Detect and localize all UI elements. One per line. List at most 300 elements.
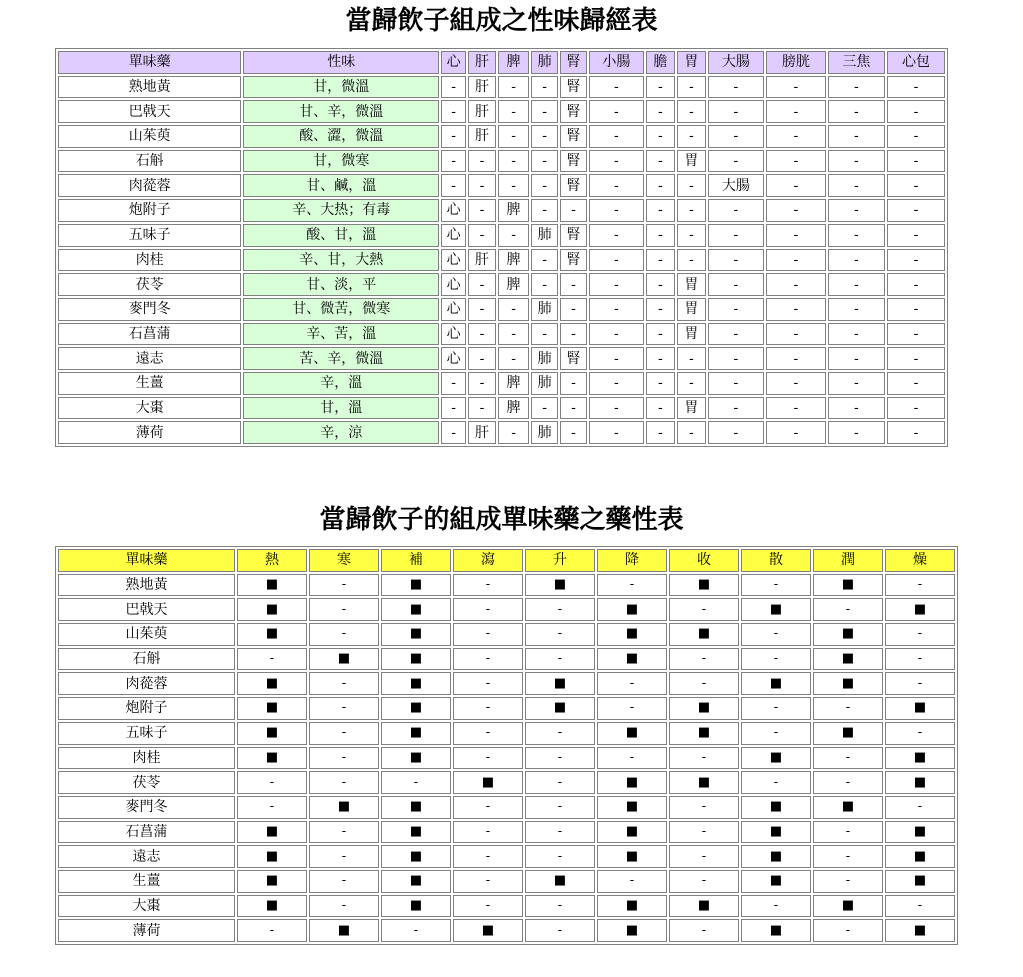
meridian-cell: - [828, 76, 885, 99]
property-cell: - [309, 845, 379, 868]
property-cell: ■ [237, 895, 307, 918]
property-cell: - [813, 598, 883, 621]
property-cell: ■ [381, 623, 451, 646]
property-cell: - [237, 919, 307, 942]
meridian-cell: - [887, 125, 945, 148]
meridian-cell: - [589, 397, 644, 420]
property-row [58, 845, 955, 868]
meridian-cell: - [887, 397, 945, 420]
property-cell: - [453, 796, 523, 819]
meridian-cell: 心 [441, 298, 466, 321]
meridian-header-cell: 膽 [646, 51, 675, 74]
meridian-cell: 肝 [468, 125, 496, 148]
property-cell: - [309, 623, 379, 646]
meridian-herb-name: 遠志 [58, 347, 241, 370]
property-row [58, 598, 955, 621]
meridian-row [58, 125, 945, 148]
meridian-cell: - [828, 397, 885, 420]
property-cell: ■ [885, 747, 955, 770]
property-header-cell: 熱 [237, 549, 307, 572]
meridian-cell: - [441, 76, 466, 99]
property-herb-name: 石斛 [58, 648, 235, 671]
property-cell: - [309, 672, 379, 695]
meridian-cell: - [646, 224, 675, 247]
property-cell: - [309, 771, 379, 794]
meridian-cell: - [828, 249, 885, 272]
meridian-cell: - [766, 397, 826, 420]
meridian-cell: - [828, 372, 885, 395]
property-cell: - [813, 870, 883, 893]
property-cell: - [381, 771, 451, 794]
meridian-cell: 胃 [677, 298, 706, 321]
property-cell: - [669, 821, 739, 844]
meridian-cell: - [708, 323, 764, 346]
property-cell: - [741, 895, 811, 918]
meridian-cell: - [468, 323, 496, 346]
meridian-cell: - [560, 372, 587, 395]
meridian-herb-name: 肉蓯蓉 [58, 174, 241, 197]
meridian-cell: 腎 [560, 347, 587, 370]
property-cell: ■ [525, 697, 595, 720]
property-herb-name: 五味子 [58, 722, 235, 745]
meridian-cell: - [677, 372, 706, 395]
property-cell: ■ [381, 697, 451, 720]
property-cell: ■ [669, 771, 739, 794]
meridian-cell: - [828, 421, 885, 444]
meridian-cell: - [589, 347, 644, 370]
meridian-cell: 甘、微苦，微寒 [243, 298, 439, 321]
meridian-row [58, 323, 945, 346]
meridian-cell: - [498, 100, 529, 123]
meridian-header-cell: 胃 [677, 51, 706, 74]
property-cell: - [741, 697, 811, 720]
meridian-cell: - [468, 397, 496, 420]
meridian-cell: 腎 [560, 174, 587, 197]
meridian-cell: - [887, 224, 945, 247]
meridian-cell: - [887, 347, 945, 370]
meridian-cell: - [531, 76, 558, 99]
property-cell: ■ [237, 845, 307, 868]
property-cell: - [237, 648, 307, 671]
property-cell: - [237, 796, 307, 819]
meridian-cell: - [887, 249, 945, 272]
property-cell: ■ [597, 648, 667, 671]
meridian-cell: - [498, 421, 529, 444]
property-cell: - [669, 747, 739, 770]
property-cell: - [453, 697, 523, 720]
property-herb-name: 麥門冬 [58, 796, 235, 819]
meridian-cell: 甘、鹹，溫 [243, 174, 439, 197]
property-cell: ■ [237, 747, 307, 770]
meridian-cell: - [828, 323, 885, 346]
property-cell: ■ [525, 870, 595, 893]
meridian-row [58, 298, 945, 321]
property-cell: - [813, 845, 883, 868]
meridian-cell: - [441, 397, 466, 420]
property-table [55, 546, 958, 945]
meridian-header-cell: 膀胱 [766, 51, 826, 74]
meridian-cell: 胃 [677, 397, 706, 420]
meridian-cell: - [708, 249, 764, 272]
meridian-cell: - [646, 298, 675, 321]
meridian-cell: 心 [441, 347, 466, 370]
property-cell: ■ [813, 895, 883, 918]
meridian-header-cell: 單味藥 [58, 51, 241, 74]
meridian-cell: 脾 [498, 397, 529, 420]
meridian-cell: 脾 [498, 249, 529, 272]
meridian-cell: 辛、大热；有毒 [243, 199, 439, 222]
property-cell: - [309, 870, 379, 893]
property-cell: ■ [381, 747, 451, 770]
property-cell: ■ [813, 574, 883, 597]
property-header-cell: 降 [597, 549, 667, 572]
meridian-cell: - [887, 421, 945, 444]
property-row [58, 796, 955, 819]
property-cell: - [453, 598, 523, 621]
meridian-cell: - [887, 298, 945, 321]
meridian-cell: - [498, 323, 529, 346]
property-herb-name: 肉蓯蓉 [58, 672, 235, 695]
meridian-cell: - [766, 150, 826, 173]
meridian-cell: 甘、淡，平 [243, 273, 439, 296]
property-cell: ■ [741, 821, 811, 844]
meridian-cell: - [766, 100, 826, 123]
meridian-cell: - [560, 323, 587, 346]
property-cell: ■ [453, 919, 523, 942]
meridian-cell: - [468, 347, 496, 370]
meridian-cell: 肝 [468, 421, 496, 444]
meridian-cell: - [708, 150, 764, 173]
meridian-table-title: 當歸飲子組成之性味歸經表 [345, 6, 658, 36]
property-cell: - [525, 722, 595, 745]
property-cell: - [309, 598, 379, 621]
meridian-cell: - [589, 199, 644, 222]
meridian-cell: - [468, 298, 496, 321]
meridian-cell: 辛，溫 [243, 372, 439, 395]
property-table-title: 當歸飲子的組成單味藥之藥性表 [319, 505, 684, 535]
property-cell: - [453, 747, 523, 770]
property-cell: ■ [597, 598, 667, 621]
property-cell: - [525, 796, 595, 819]
meridian-header-cell: 三焦 [828, 51, 885, 74]
meridian-herb-name: 麥門冬 [58, 298, 241, 321]
meridian-cell: - [766, 125, 826, 148]
meridian-cell: - [677, 174, 706, 197]
meridian-cell: 肺 [531, 421, 558, 444]
property-herb-name: 茯苓 [58, 771, 235, 794]
meridian-cell: - [646, 249, 675, 272]
meridian-cell: 肝 [468, 76, 496, 99]
meridian-cell: 心 [441, 323, 466, 346]
property-cell: ■ [597, 623, 667, 646]
property-header-cell: 潤 [813, 549, 883, 572]
meridian-cell: - [441, 372, 466, 395]
property-cell: ■ [525, 574, 595, 597]
property-herb-name: 肉桂 [58, 747, 235, 770]
property-row [58, 697, 955, 720]
meridian-cell: - [708, 273, 764, 296]
meridian-cell: - [646, 372, 675, 395]
meridian-cell: 心 [441, 273, 466, 296]
meridian-cell: 胃 [677, 323, 706, 346]
meridian-cell: 脾 [498, 372, 529, 395]
meridian-cell: - [589, 421, 644, 444]
meridian-cell: - [677, 76, 706, 99]
meridian-cell: 心 [441, 199, 466, 222]
property-cell: - [597, 672, 667, 695]
property-cell: - [453, 895, 523, 918]
property-header-cell: 寒 [309, 549, 379, 572]
property-row [58, 747, 955, 770]
property-cell: ■ [381, 895, 451, 918]
property-cell: ■ [597, 771, 667, 794]
meridian-cell: - [531, 125, 558, 148]
property-herb-name: 熟地黃 [58, 574, 235, 597]
meridian-cell: 腎 [560, 150, 587, 173]
property-cell: ■ [741, 598, 811, 621]
meridian-cell: - [468, 150, 496, 173]
property-cell: ■ [381, 821, 451, 844]
property-cell: - [525, 648, 595, 671]
property-row [58, 870, 955, 893]
property-cell: ■ [741, 796, 811, 819]
meridian-cell: - [646, 323, 675, 346]
meridian-cell: 甘、辛，微溫 [243, 100, 439, 123]
property-cell: ■ [741, 672, 811, 695]
meridian-row [58, 372, 945, 395]
meridian-cell: - [887, 100, 945, 123]
meridian-cell: - [887, 174, 945, 197]
meridian-cell: - [708, 347, 764, 370]
meridian-cell: - [531, 174, 558, 197]
property-cell: ■ [597, 919, 667, 942]
property-cell: - [237, 771, 307, 794]
property-cell: - [669, 796, 739, 819]
property-cell: ■ [453, 771, 523, 794]
meridian-cell: 苦、辛，微溫 [243, 347, 439, 370]
property-cell: ■ [885, 771, 955, 794]
property-cell: ■ [669, 722, 739, 745]
property-cell: ■ [381, 672, 451, 695]
meridian-cell: - [589, 224, 644, 247]
property-cell: - [885, 895, 955, 918]
meridian-row [58, 76, 945, 99]
property-cell: ■ [885, 919, 955, 942]
property-row [58, 648, 955, 671]
meridian-cell: - [531, 150, 558, 173]
property-cell: - [741, 648, 811, 671]
meridian-herb-name: 五味子 [58, 224, 241, 247]
meridian-cell: 酸、澀，微溫 [243, 125, 439, 148]
meridian-cell: 肺 [531, 298, 558, 321]
property-cell: - [741, 722, 811, 745]
property-cell: - [525, 919, 595, 942]
meridian-row [58, 174, 945, 197]
property-cell: ■ [597, 821, 667, 844]
meridian-header-cell: 心 [441, 51, 466, 74]
property-cell: ■ [237, 870, 307, 893]
property-cell: - [597, 870, 667, 893]
meridian-cell: - [441, 421, 466, 444]
property-cell: - [669, 648, 739, 671]
meridian-herb-name: 炮附子 [58, 199, 241, 222]
property-herb-name: 巴戟天 [58, 598, 235, 621]
meridian-cell: - [531, 323, 558, 346]
property-herb-name: 石菖蒲 [58, 821, 235, 844]
meridian-herb-name: 肉桂 [58, 249, 241, 272]
meridian-cell: - [589, 249, 644, 272]
meridian-cell: - [589, 174, 644, 197]
property-cell: - [741, 574, 811, 597]
meridian-cell: - [828, 273, 885, 296]
meridian-cell: - [589, 372, 644, 395]
meridian-cell: - [828, 150, 885, 173]
meridian-row [58, 273, 945, 296]
property-cell: ■ [669, 623, 739, 646]
property-cell: ■ [885, 821, 955, 844]
property-row [58, 895, 955, 918]
property-cell: ■ [813, 796, 883, 819]
property-cell: - [741, 771, 811, 794]
property-cell: - [381, 919, 451, 942]
property-cell: - [813, 697, 883, 720]
property-cell: - [669, 845, 739, 868]
meridian-cell: - [766, 323, 826, 346]
property-cell: ■ [237, 821, 307, 844]
meridian-cell: 大腸 [708, 174, 764, 197]
meridian-cell: - [677, 249, 706, 272]
property-row [58, 722, 955, 745]
meridian-cell: - [531, 199, 558, 222]
property-cell: ■ [237, 672, 307, 695]
property-cell: - [453, 722, 523, 745]
meridian-cell: - [468, 372, 496, 395]
property-cell: - [309, 574, 379, 597]
meridian-cell: - [708, 76, 764, 99]
meridian-cell: - [589, 125, 644, 148]
property-cell: - [885, 574, 955, 597]
meridian-cell: 脾 [498, 273, 529, 296]
meridian-cell: 肺 [531, 347, 558, 370]
property-cell: - [885, 623, 955, 646]
meridian-cell: 腎 [560, 249, 587, 272]
meridian-cell: - [766, 298, 826, 321]
meridian-cell: - [708, 100, 764, 123]
meridian-cell: - [766, 372, 826, 395]
meridian-cell: - [828, 199, 885, 222]
meridian-herb-name: 巴戟天 [58, 100, 241, 123]
property-row [58, 623, 955, 646]
meridian-cell: 甘，微溫 [243, 76, 439, 99]
meridian-row [58, 249, 945, 272]
meridian-cell: - [589, 323, 644, 346]
property-herb-name: 遠志 [58, 845, 235, 868]
meridian-cell: - [828, 100, 885, 123]
property-cell: - [669, 870, 739, 893]
property-cell: - [597, 697, 667, 720]
property-cell: - [885, 722, 955, 745]
property-header-cell: 燥 [885, 549, 955, 572]
property-herb-name: 薄荷 [58, 919, 235, 942]
meridian-herb-name: 熟地黃 [58, 76, 241, 99]
meridian-cell: - [560, 421, 587, 444]
property-cell: ■ [813, 648, 883, 671]
meridian-cell: - [589, 76, 644, 99]
property-cell: ■ [885, 870, 955, 893]
meridian-cell: - [646, 199, 675, 222]
meridian-cell: - [468, 174, 496, 197]
meridian-cell: - [498, 125, 529, 148]
meridian-cell: - [887, 273, 945, 296]
meridian-cell: 腎 [560, 100, 587, 123]
property-cell: - [453, 821, 523, 844]
meridian-cell: - [708, 298, 764, 321]
property-cell: - [669, 598, 739, 621]
meridian-cell: - [887, 199, 945, 222]
meridian-cell: - [498, 347, 529, 370]
meridian-cell: - [468, 273, 496, 296]
property-cell: ■ [741, 845, 811, 868]
property-cell: - [453, 672, 523, 695]
property-cell: ■ [381, 648, 451, 671]
meridian-cell: - [766, 224, 826, 247]
meridian-row [58, 347, 945, 370]
property-cell: - [525, 747, 595, 770]
meridian-cell: - [531, 397, 558, 420]
meridian-table-header-row [58, 51, 945, 74]
meridian-cell: 酸、甘，溫 [243, 224, 439, 247]
property-cell: - [525, 598, 595, 621]
meridian-cell: - [828, 174, 885, 197]
meridian-cell: - [498, 76, 529, 99]
meridian-header-cell: 肺 [531, 51, 558, 74]
property-cell: - [309, 697, 379, 720]
property-cell: - [813, 821, 883, 844]
property-cell: - [813, 747, 883, 770]
meridian-cell: - [677, 224, 706, 247]
meridian-cell: - [589, 150, 644, 173]
property-cell: - [453, 623, 523, 646]
meridian-cell: - [708, 199, 764, 222]
meridian-cell: 心 [441, 249, 466, 272]
meridian-cell: - [589, 100, 644, 123]
meridian-row [58, 100, 945, 123]
property-cell: ■ [237, 598, 307, 621]
property-cell: ■ [309, 648, 379, 671]
property-cell: - [525, 771, 595, 794]
meridian-cell: - [531, 273, 558, 296]
property-cell: ■ [669, 574, 739, 597]
property-header-cell: 單味藥 [58, 549, 235, 572]
property-cell: - [525, 895, 595, 918]
property-header-cell: 收 [669, 549, 739, 572]
meridian-cell: 腎 [560, 125, 587, 148]
meridian-cell: 辛、苦，溫 [243, 323, 439, 346]
meridian-cell: - [708, 224, 764, 247]
meridian-cell: - [828, 298, 885, 321]
property-table-header-row [58, 549, 955, 572]
meridian-header-cell: 肝 [468, 51, 496, 74]
meridian-herb-name: 山茱萸 [58, 125, 241, 148]
property-cell: ■ [237, 697, 307, 720]
meridian-cell: - [708, 125, 764, 148]
property-cell: ■ [885, 697, 955, 720]
meridian-cell: - [708, 397, 764, 420]
meridian-cell: - [766, 76, 826, 99]
property-cell: ■ [597, 722, 667, 745]
property-cell: - [309, 821, 379, 844]
meridian-cell: - [828, 125, 885, 148]
